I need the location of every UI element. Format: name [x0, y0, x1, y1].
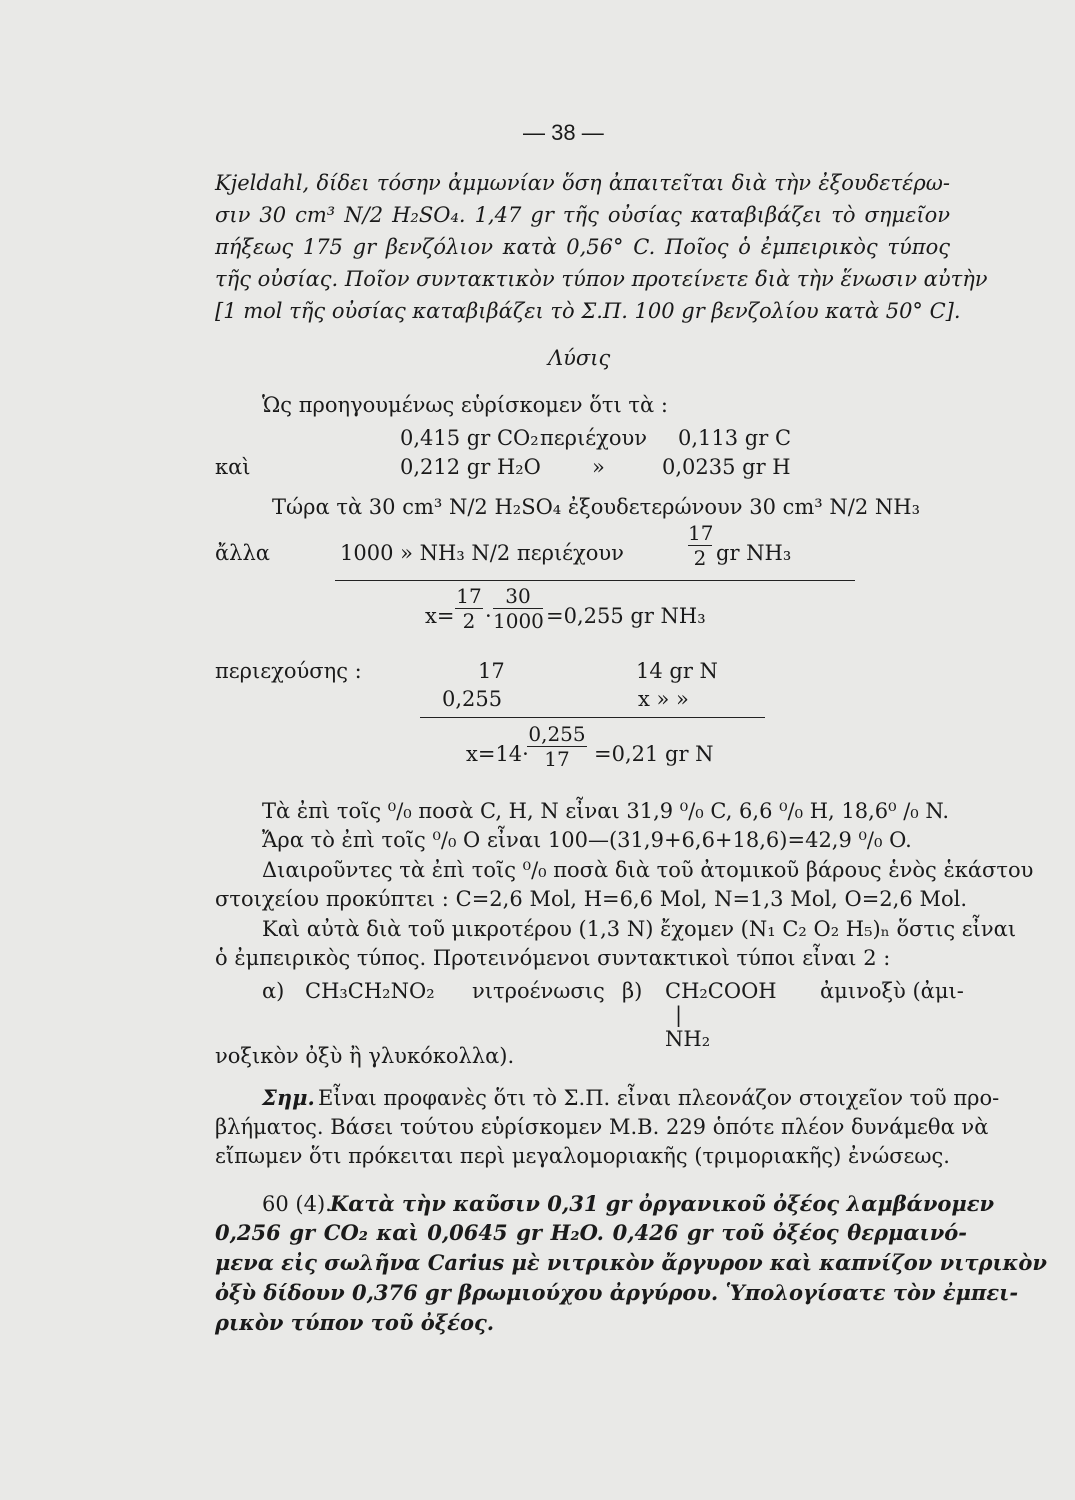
formula-a-label: α) [262, 979, 285, 1003]
formula-b: CH₂COOH [665, 979, 777, 1003]
alla-prefix: ἄλλα [215, 541, 270, 565]
formula-b-sub: NH₂ [665, 1027, 711, 1051]
problem-line-5: [1 mol τῆς οὐσίας καταβιβάζει τὸ Σ.Π. 100 gr βενζολίου κατὰ 50° C]. [215, 299, 961, 323]
next-problem-line-4: ὀξὺ δίδουν 0,376 gr βρωμιούχου ἀργύρου. Ὑπολογίσατε τὸν ἐμπει- [215, 1280, 1019, 1305]
alla-frac-den: 2 [693, 546, 707, 570]
formula-b-bond: | [675, 1003, 683, 1027]
x1-dot: · [485, 604, 492, 628]
next-problem-line-1: Κατὰ τὴν καῦσιν 0,31 gr ὀργανικοῦ ὀξέος λαμβάνομεν [330, 1191, 995, 1216]
x2-rhs: =0,21 gr N [594, 742, 714, 766]
x1-lhs: x= [425, 604, 455, 628]
row-1-b: 0,113 gr C [678, 426, 792, 450]
containing-r1-a: 17 [478, 659, 505, 683]
intro-line: Ὡς προηγουμένως εὑρίσκομεν ὅτι τὰ : [262, 393, 668, 417]
next-problem-line-3: μενα εἰς σωλῆνα Carius μὲ νιτρικὸν ἄργυρον καὶ καπνίζον νιτρικὸν [215, 1250, 1047, 1275]
note-label: Σημ. [262, 1085, 315, 1110]
problem-line-3: πήξεως 175 gr βενζόλιον κατὰ 0,56° C. Ποῖος ὁ ἐμπειρικὸς τύπος [215, 235, 950, 259]
note-line-2: βλήματος. Βάσει τούτου εὑρίσκομεν Μ.Β. 229 ὁπότε πλέον δυνάμεθα νὰ [215, 1115, 989, 1139]
body-line-2: Ἄρα τὸ ἐπὶ τοῖς ⁰/₀ O εἶναι 100—(31,9+6,6+18,6)=42,9 ⁰/₀ O. [262, 828, 912, 852]
x2-num: 0,255 [528, 722, 586, 746]
containing-label: περιεχούσης : [215, 659, 362, 683]
x1-rhs: =0,255 gr NH₃ [546, 604, 706, 628]
x1-f1-den: 2 [462, 609, 476, 633]
formula-b-cont: νοξικὸν ὀξὺ ἢ γλυκόκολλα). [215, 1044, 515, 1068]
body-line-4: στοιχείου προκύπτει : C=2,6 Mol, H=6,6 Mol, N=1,3 Mol, O=2,6 Mol. [215, 887, 967, 911]
x2-den: 17 [544, 747, 570, 771]
formula-a-name: νιτροένωσις [472, 979, 605, 1003]
body-line-1: Τὰ ἐπὶ τοῖς ⁰/₀ ποσὰ C, H, N εἶναι 31,9 ⁰/₀ C, 6,6 ⁰/₀ H, 18,6⁰ /₀ N. [262, 799, 950, 823]
row-1-verb: περιέχουν [540, 426, 648, 450]
body-line-3: Διαιροῦντες τὰ ἐπὶ τοῖς ⁰/₀ ποσὰ διὰ τοῦ ἀτομικοῦ βάρους ἑνὸς ἑκάστου [262, 858, 1034, 882]
containing-r2-b: x » » [638, 687, 689, 711]
body-line-5: Καὶ αὐτὰ διὰ τοῦ μικροτέρου (1,3 N) ἔχομεν (N₁ C₂ O₂ H₅)ₙ ὅστις εἶναι [262, 917, 1017, 941]
containing-r2-a: 0,255 [442, 687, 503, 711]
x1-f1-num: 17 [456, 584, 482, 608]
x2-lhs: x=14· [466, 742, 529, 766]
problem-line-4: τῆς οὐσίας. Ποῖον συντακτικὸν τύπον προτείνετε διὰ τὴν ἕνωσιν αὐτὴν [215, 267, 988, 291]
divider-1 [335, 580, 855, 581]
row-2-prefix: καὶ [215, 455, 251, 479]
page-number: — 38 — [523, 120, 604, 145]
formula-b-name: ἀμινοξὺ (ἀμι- [820, 979, 964, 1003]
formula-b-label: β) [622, 979, 643, 1003]
row-2-a: 0,212 gr H₂O [400, 455, 541, 479]
row-1-a: 0,415 gr CO₂ [400, 426, 539, 450]
formula-a: CH₃CH₂NO₂ [305, 979, 435, 1003]
containing-r1-b: 14 gr N [636, 659, 718, 683]
problem-line-2: σιν 30 cm³ N/2 H₂SO₄. 1,47 gr τῆς οὐσίας καταβιβάζει τὸ σημεῖον [215, 203, 950, 227]
x1-fraction-1 [455, 585, 483, 632]
divider-2 [420, 717, 765, 718]
x1-f2-num: 30 [505, 584, 531, 608]
solution-title: Λύσις [548, 346, 611, 370]
alla-frac-num: 17 [688, 521, 714, 545]
alla-fraction [688, 522, 712, 569]
next-problem-number: 60 (4). [262, 1192, 332, 1216]
alla-left: 1000 » NH₃ N/2 περιέχουν [340, 541, 624, 565]
note-line-3: εἴπωμεν ὅτι πρόκειται περὶ μεγαλομοριακῆς (τριμοριακῆς) ἐνώσεως. [215, 1144, 950, 1168]
problem-line-1: Kjeldahl, δίδει τόσην ἀμμωνίαν ὅση ἀπαιτεῖται διὰ τὴν ἐξουδετέρω- [215, 171, 950, 195]
note-line-1: Εἶναι προφανὲς ὅτι τὸ Σ.Π. εἶναι πλεονάζον στοιχεῖον τοῦ προ- [318, 1086, 1000, 1110]
next-problem-line-2: 0,256 gr CO₂ καὶ 0,0645 gr H₂O. 0,426 gr τοῦ ὀξέος θερμαινό- [215, 1220, 967, 1245]
body-line-6: ὁ ἐμπειρικὸς τύπος. Προτεινόμενοι συντακτικοὶ τύποι εἶναι 2 : [215, 946, 891, 970]
x2-fraction [527, 723, 587, 770]
row-2-b: 0,0235 gr H [662, 455, 791, 479]
x1-f2-den: 1000 [493, 609, 544, 633]
alla-right: gr NH₃ [716, 541, 792, 565]
row-2-verb: » [592, 455, 605, 479]
x1-fraction-2 [493, 585, 543, 632]
now-line: Τώρα τὰ 30 cm³ N/2 H₂SO₄ ἐξουδετερώνουν 30 cm³ N/2 NH₃ [272, 495, 920, 519]
next-problem-line-5: ρικὸν τύπον τοῦ ὀξέος. [215, 1310, 495, 1335]
